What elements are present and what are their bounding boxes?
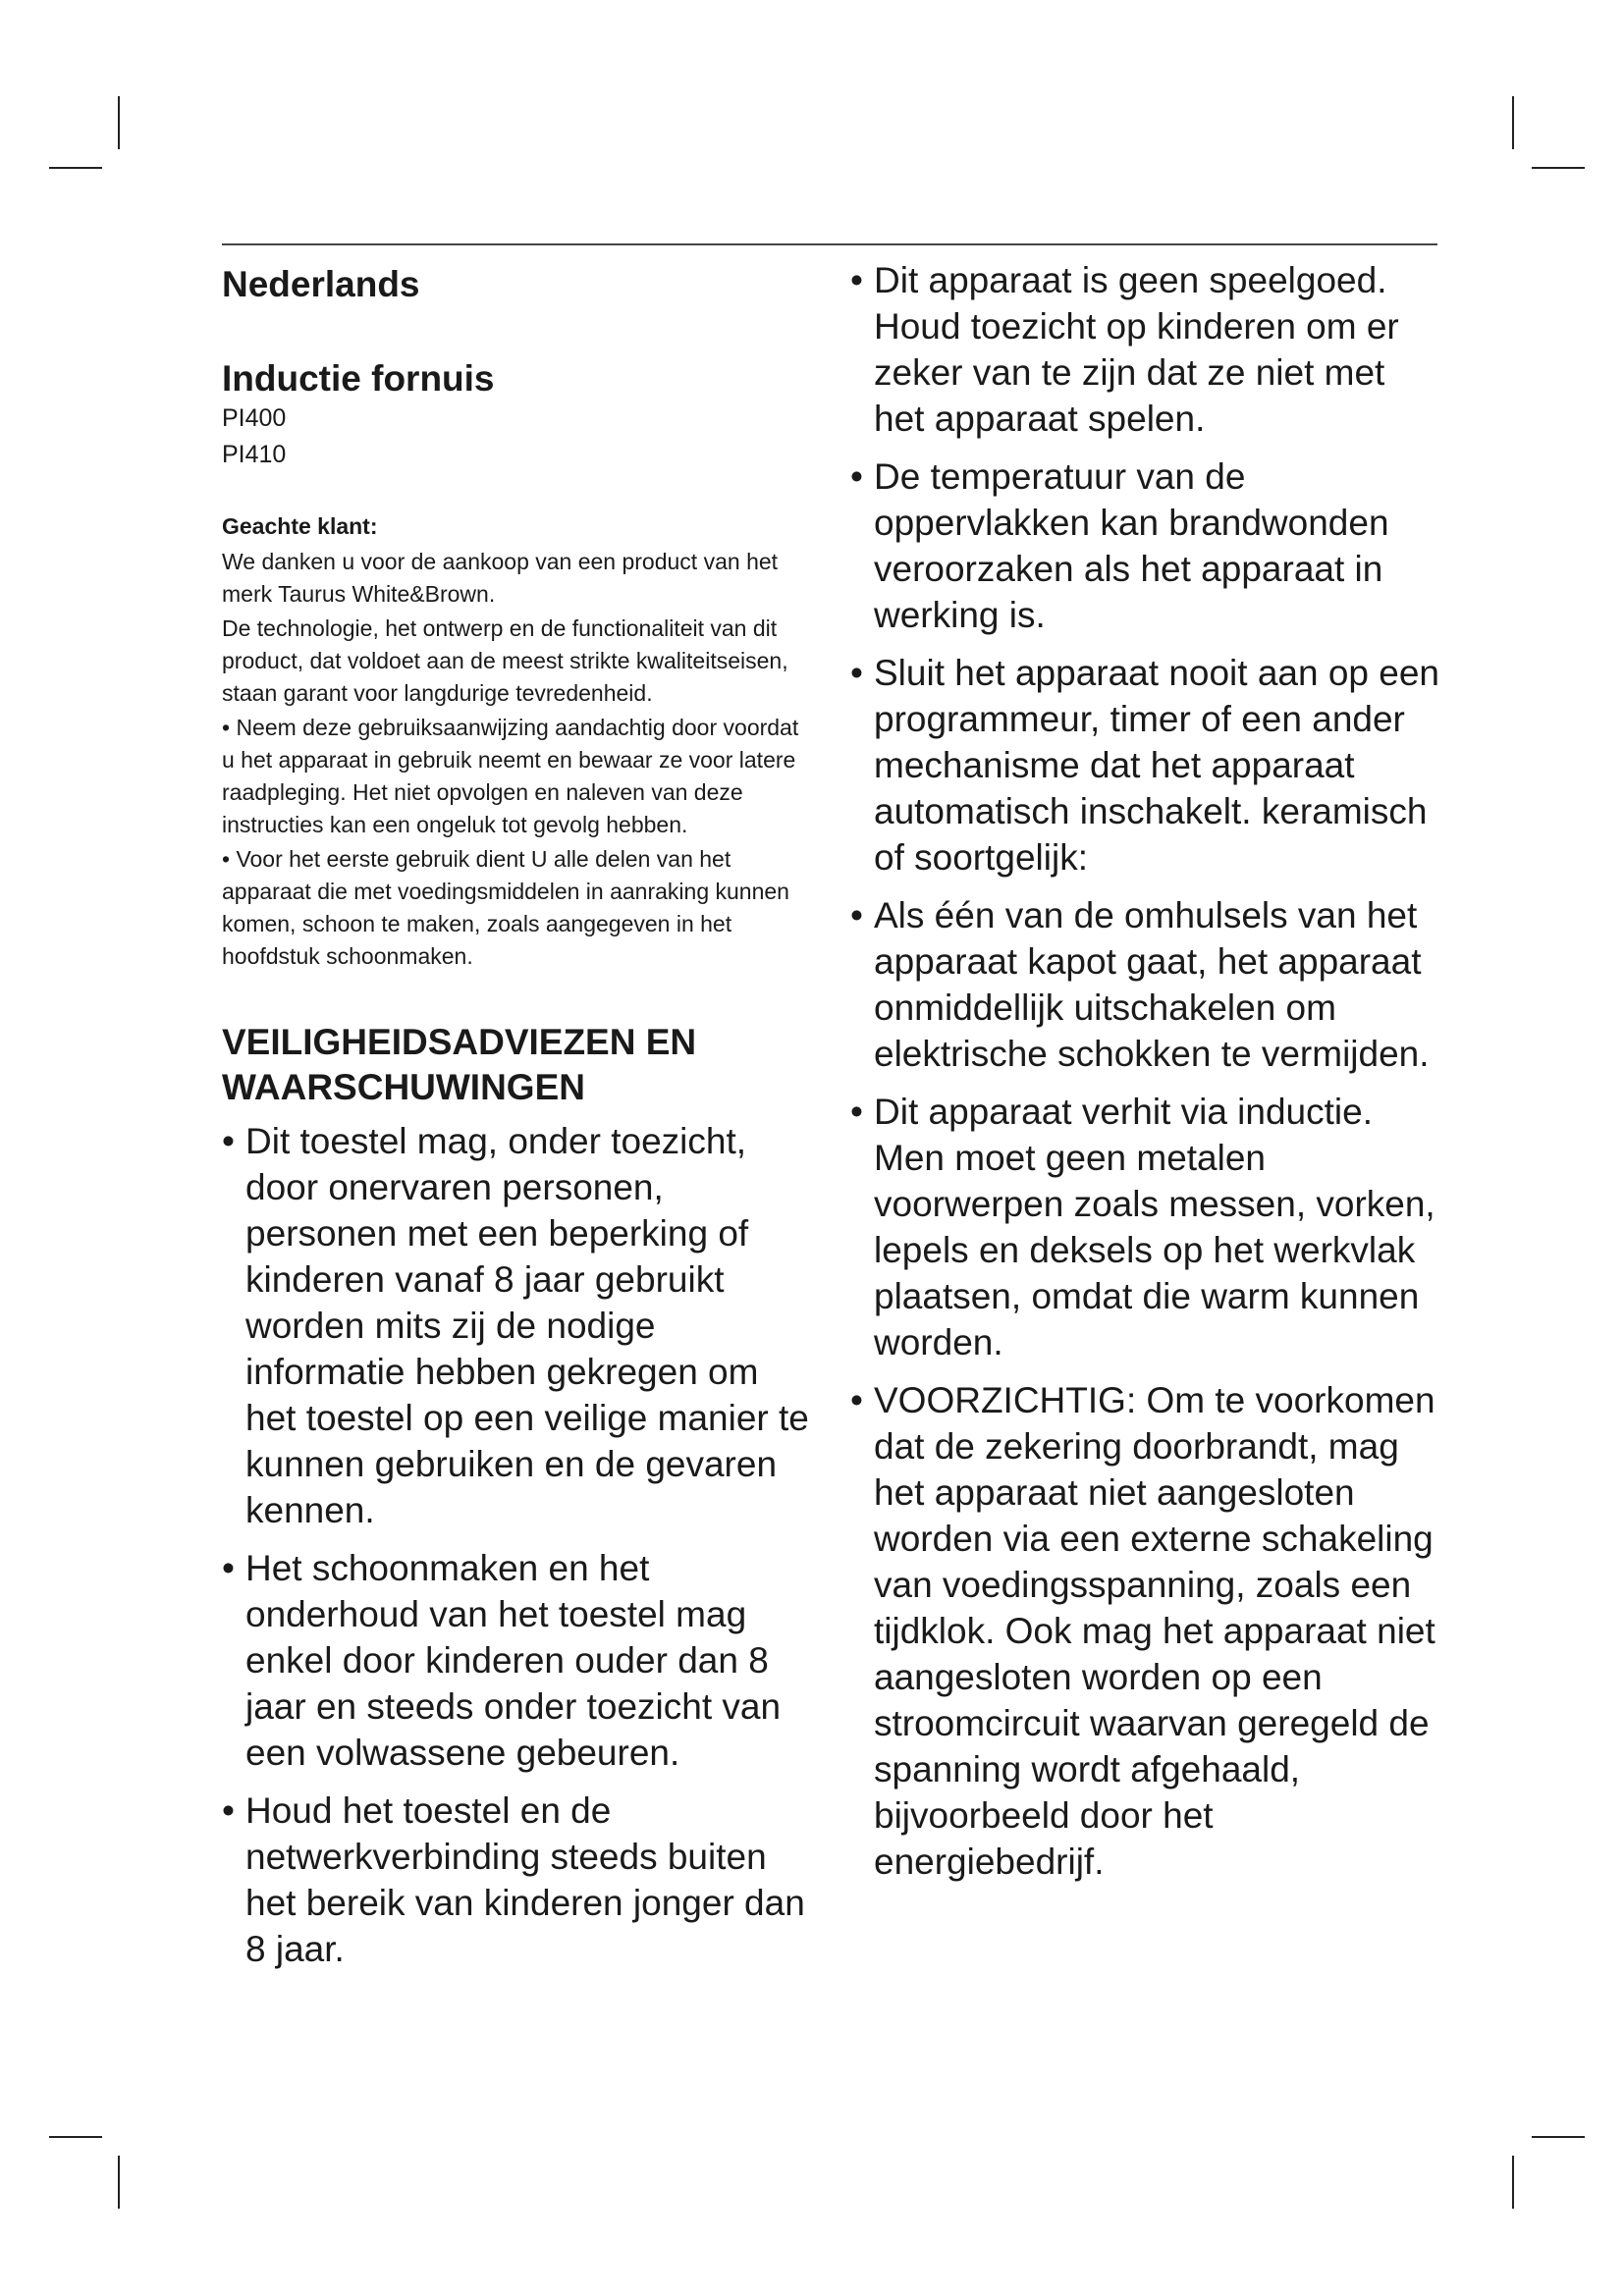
intro-paragraph: De technologie, het ontwerp en de functionaliteit van dit product, dat voldoet aan de meest strikte kwaliteitseisen, staan garant voor langdurige tevredenheid.: [222, 615, 788, 706]
bullet-icon: •: [850, 895, 863, 935]
model-number: PI400: [222, 404, 287, 432]
header-rule: [222, 243, 1437, 245]
greeting: Geachte klant:: [222, 513, 378, 539]
crop-mark: [1512, 2156, 1514, 2209]
list-item: [850, 1377, 1439, 1885]
model-number: PI410: [222, 441, 287, 468]
list-item: [850, 1089, 1439, 1365]
safety-list-right: [850, 257, 1439, 1885]
crop-mark: [1512, 96, 1514, 149]
list-item-text: Als één van de omhulsels van het apparaat kapot gaat, het apparaat onmiddellijk uitschakelen om elektrische schokken te vermijden.: [874, 895, 1430, 1074]
bullet-icon: •: [222, 1548, 235, 1588]
left-column: [222, 257, 811, 1984]
intro-paragraph: We danken u voor de aankoop van een product van het merk Taurus White&Brown.: [222, 549, 779, 607]
crop-mark: [118, 2156, 120, 2209]
bullet-icon: •: [850, 260, 863, 300]
crop-mark: [118, 96, 120, 149]
list-item: [222, 1788, 811, 1972]
bullet-icon: •: [850, 456, 863, 497]
list-item: [850, 650, 1439, 881]
safety-list-left: [222, 1118, 811, 1972]
list-item-text: Houd het toestel en de netwerkverbinding steeds buiten het bereik van kinderen jonger dan 8 jaar.: [245, 1790, 805, 1969]
list-item-text: De temperatuur van de oppervlakken kan brandwonden veroorzaken als het apparaat in werking is.: [874, 456, 1389, 635]
right-column: [850, 257, 1439, 1896]
crop-mark: [1532, 2136, 1585, 2138]
list-item: [850, 454, 1439, 638]
bullet-icon: •: [850, 1092, 863, 1132]
list-item-text: Dit apparaat verhit via inductie. Men moet geen metalen voorwerpen zoals messen, vorken, lepels en deksels op het werkvlak plaatsen, omdat die warm kunnen worden.: [874, 1092, 1435, 1362]
list-item: [850, 892, 1439, 1077]
safety-section-title: VEILIGHEIDSADVIEZEN EN WAARSCHUWINGEN: [222, 1022, 697, 1107]
list-item: [222, 1545, 811, 1776]
list-item-text: Dit apparaat is geen speelgoed. Houd toezicht op kinderen om er zeker van te zijn dat ze niet met het apparaat spelen.: [874, 260, 1399, 439]
list-item-text: Sluit het apparaat nooit aan op een programmeur, timer of een ander mechanisme dat het apparaat automatisch inschakelt. keramisch of soortgelijk:: [874, 653, 1440, 878]
list-item-text: Het schoonmaken en het onderhoud van het toestel mag enkel door kinderen ouder dan 8 jaar en steeds onder toezicht van een volwassene gebeuren.: [245, 1548, 782, 1773]
bullet-icon: •: [850, 653, 863, 693]
crop-mark: [49, 167, 102, 169]
list-item-text: VOORZICHTIG: Om te voorkomen dat de zekering doorbrandt, mag het apparaat niet aangesloten worden via een externe schakeling van voedingsspanning, zoals een tijdklok. Ook mag het apparaat niet aangesloten worden op een stroomcircuit waarvan geregeld de spanning wordt afgehaald, bijvoorbeeld door het energiebedrijf.: [874, 1380, 1435, 1882]
intro-paragraph: • Voor het eerste gebruik dient U alle delen van het apparaat die met voedingsmiddelen in aanraking kunnen komen, schoon te maken, zoals aangegeven in het hoofdstuk schoonmaken.: [222, 846, 789, 969]
language-heading: Nederlands: [222, 264, 420, 304]
bullet-icon: •: [850, 1380, 863, 1420]
bullet-icon: •: [222, 1121, 235, 1161]
intro-paragraph: • Neem deze gebruiksaanwijzing aandachtig door voordat u het apparaat in gebruik neemt en bewaar ze voor latere raadpleging. Het niet opvolgen en naleven van deze instructies kan een ongeluk tot gevolg hebben.: [222, 715, 799, 837]
crop-mark: [49, 2136, 102, 2138]
list-item: [222, 1118, 811, 1533]
list-item-text: Dit toestel mag, onder toezicht, door onervaren personen, personen met een beperking of kinderen vanaf 8 jaar gebruikt worden mits zij de nodige informatie hebben gekregen om het toestel op een veilige manier te kunnen gebruiken en de gevaren kennen.: [245, 1121, 809, 1530]
list-item: [850, 257, 1439, 442]
product-title: Inductie fornuis: [222, 358, 495, 399]
crop-mark: [1532, 167, 1585, 169]
bullet-icon: •: [222, 1790, 235, 1831]
